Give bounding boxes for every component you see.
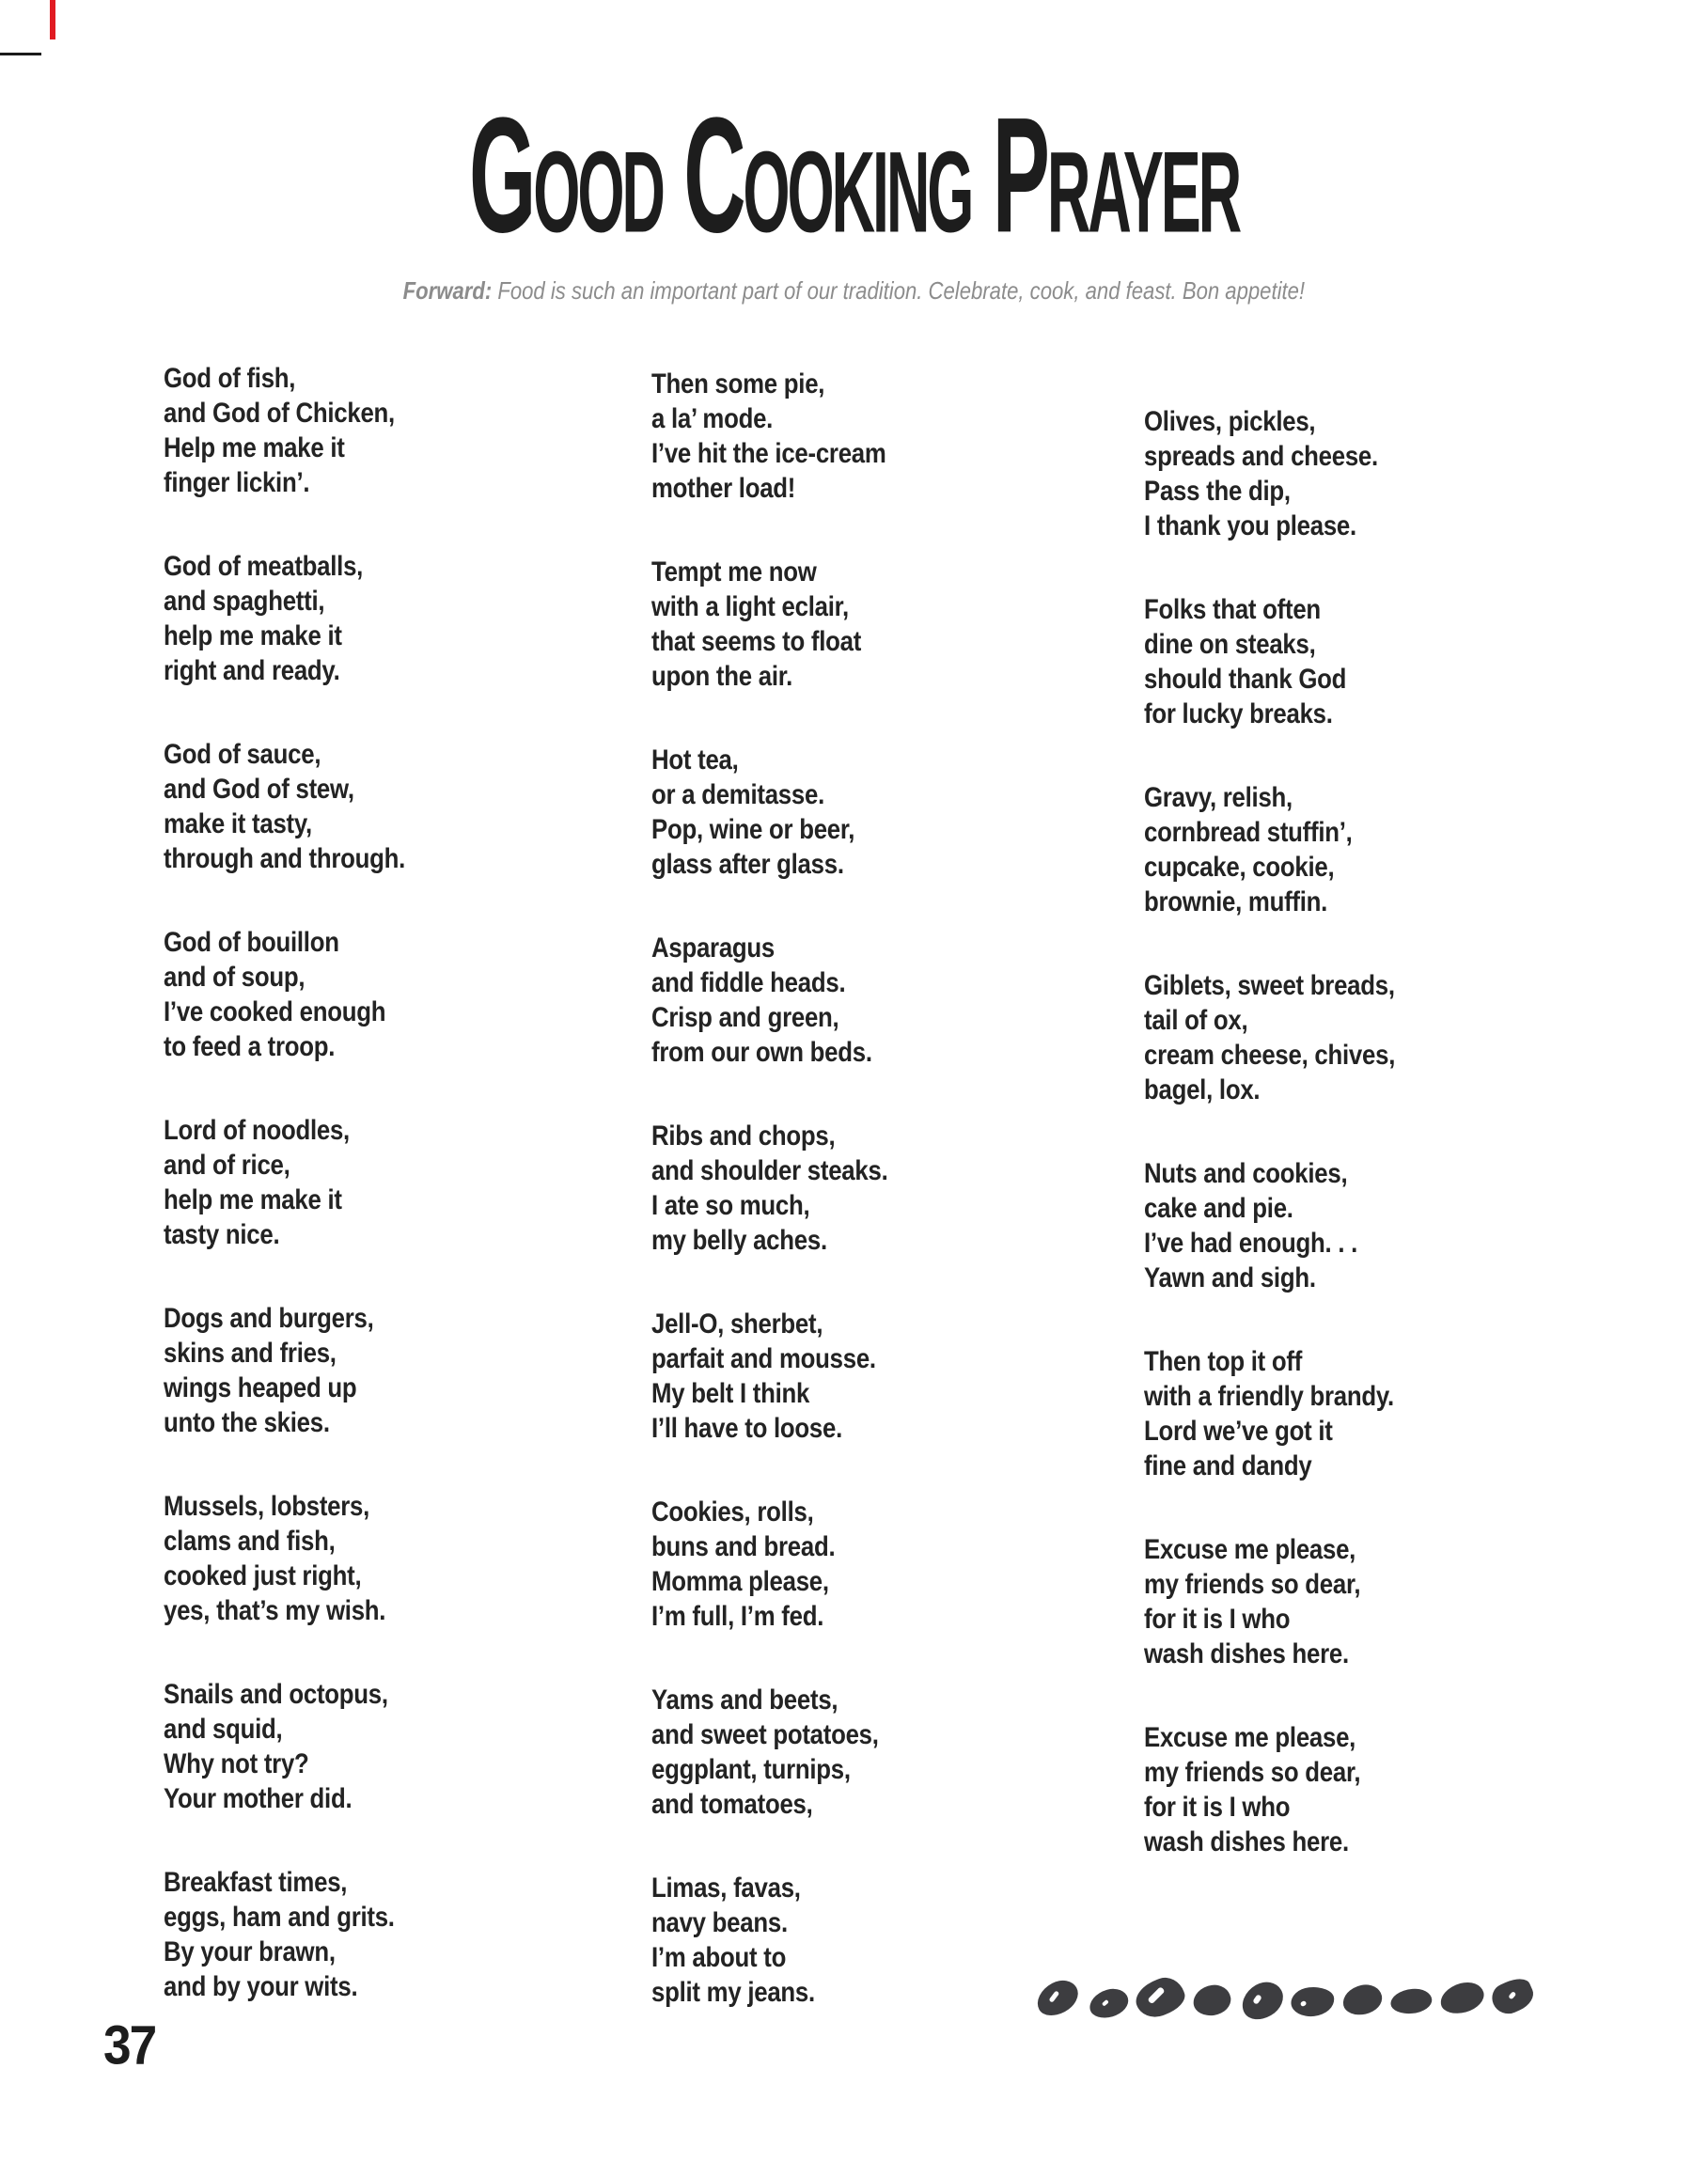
- verse-line: Pass the dip,: [1144, 476, 1291, 507]
- verse-line: for it is I who: [1144, 1604, 1291, 1635]
- verse-line: and God of Chicken,: [164, 398, 395, 429]
- verse-line: eggplant, turnips,: [651, 1754, 851, 1785]
- stanza: [164, 737, 617, 876]
- verse-line: Ribs and chops,: [651, 1120, 836, 1152]
- verse-column-3: [1144, 404, 1597, 1859]
- stanza: [1144, 1156, 1597, 1295]
- verse-line: I’ve cooked enough: [164, 996, 386, 1027]
- verse-line: Lord of noodles,: [164, 1115, 350, 1146]
- bean-icon: [1389, 1987, 1433, 2015]
- verse-line: Momma please,: [651, 1566, 829, 1597]
- verse-line: Your mother did.: [164, 1783, 353, 1814]
- verse-line: Then some pie,: [651, 368, 825, 400]
- stanza: [1144, 780, 1597, 919]
- bean-icon: [1031, 1974, 1084, 2022]
- verse-line: Then top it off: [1144, 1346, 1303, 1377]
- verse-line: Limas, favas,: [651, 1872, 801, 1904]
- verse-line: Dogs and burgers,: [164, 1303, 374, 1334]
- verse-line: with a friendly brandy.: [1144, 1381, 1394, 1412]
- stanza: [164, 1113, 617, 1252]
- verse-line: Why not try?: [164, 1748, 309, 1779]
- verse-line: God of sauce,: [164, 739, 321, 770]
- verse-line: and fiddle heads.: [651, 967, 846, 998]
- verse-line: Breakfast times,: [164, 1867, 348, 1898]
- verse-line: cornbread stuffin’,: [1144, 817, 1353, 848]
- verse-line: mother load!: [651, 473, 796, 504]
- verse-line: and tomatoes,: [651, 1789, 813, 1820]
- verse-line: for lucky breaks.: [1144, 698, 1333, 729]
- verse-line: finger lickin’.: [164, 467, 310, 498]
- verse-line: Folks that often: [1144, 594, 1321, 625]
- verse-line: Pop, wine or beer,: [651, 814, 855, 845]
- verse-line: By your brawn,: [164, 1936, 336, 1967]
- verse-line: God of bouillon: [164, 927, 339, 958]
- stanza: [1144, 1532, 1597, 1671]
- verse-line: Yawn and sigh.: [1144, 1262, 1316, 1293]
- bean-icon: [1191, 1982, 1232, 2017]
- verse-line: Snails and octopus,: [164, 1679, 388, 1710]
- verse-line: Excuse me please,: [1144, 1722, 1356, 1753]
- verse-line: I’m about to: [651, 1942, 787, 1973]
- stanza: [651, 1119, 1105, 1258]
- verse-line: and by your wits.: [164, 1971, 358, 2002]
- page-number: 37: [103, 2013, 156, 2076]
- foreword: [403, 276, 1305, 305]
- stanza: [164, 1865, 617, 2004]
- verse-line: should thank God: [1144, 664, 1347, 695]
- stanza: [1144, 968, 1597, 1107]
- verse-column-1: [164, 361, 617, 2004]
- stanza: [651, 1495, 1105, 1634]
- verse-line: cream cheese, chives,: [1144, 1040, 1396, 1071]
- verse-line: I thank you please.: [1144, 510, 1356, 541]
- bean-icon: [1340, 1981, 1386, 2017]
- bean-icon: [1131, 1972, 1189, 2022]
- verse-line: cupcake, cookie,: [1144, 852, 1335, 883]
- stanza: [164, 549, 617, 688]
- verse-line: and spaghetti,: [164, 586, 325, 617]
- verse-line: clams and fish,: [164, 1526, 336, 1557]
- foreword-wrap: [0, 276, 1708, 305]
- verse-line: Gravy, relish,: [1144, 782, 1293, 813]
- verse-line: I’ve hit the ice-cream: [651, 438, 886, 469]
- stanza: [164, 361, 617, 500]
- verse-line: Crisp and green,: [651, 1002, 839, 1033]
- verse-line: from our own beds.: [651, 1037, 872, 1068]
- verse-line: my belly aches.: [651, 1225, 827, 1256]
- verse-line: fine and dandy: [1144, 1450, 1312, 1481]
- verse-line: navy beans.: [651, 1907, 788, 1938]
- verse-line: Nuts and cookies,: [1144, 1158, 1348, 1189]
- verse-line: I ate so much,: [651, 1190, 810, 1221]
- verse-line: with a light eclair,: [651, 591, 849, 622]
- verse-line: my friends so dear,: [1144, 1757, 1361, 1788]
- verse-line: Jell-O, sherbet,: [651, 1308, 823, 1340]
- verse-line: or a demitasse.: [651, 779, 824, 810]
- verse-line: My belt I think: [651, 1378, 810, 1409]
- stanza: [1144, 1344, 1597, 1483]
- stanza: [1144, 404, 1597, 543]
- verse-line: and of soup,: [164, 962, 306, 993]
- verse-line: through and through.: [164, 843, 406, 874]
- stanza: [651, 743, 1105, 882]
- verse-line: cooked just right,: [164, 1560, 362, 1591]
- bean-icon: [1290, 1984, 1336, 2018]
- verse-line: I’ve had enough. . .: [1144, 1228, 1358, 1259]
- verse-line: unto the skies.: [164, 1407, 330, 1438]
- verse-line: wash dishes here.: [1144, 1638, 1349, 1669]
- stanza: [651, 555, 1105, 694]
- verse-line: right and ready.: [164, 655, 340, 686]
- verse-line: and squid,: [164, 1714, 283, 1745]
- verse-line: bagel, lox.: [1144, 1074, 1261, 1105]
- verse-line: Mussels, lobsters,: [164, 1491, 370, 1522]
- verse-line: tasty nice.: [164, 1219, 280, 1250]
- verse-line: make it tasty,: [164, 808, 312, 839]
- verse-line: wash dishes here.: [1144, 1826, 1349, 1857]
- verse-line: help me make it: [164, 620, 342, 651]
- verse-line: God of meatballs,: [164, 551, 364, 582]
- verse-line: brownie, muffin.: [1144, 886, 1328, 917]
- bean-icon: [1086, 1984, 1131, 2021]
- verse-line: a la’ mode.: [651, 403, 774, 434]
- verse-line: Hot tea,: [651, 744, 739, 776]
- verse-line: eggs, ham and grits.: [164, 1902, 395, 1933]
- verse-line: Lord we’ve got it: [1144, 1416, 1333, 1447]
- crop-mark-vertical-icon: [50, 0, 55, 39]
- stanza: [164, 1489, 617, 1628]
- crop-mark-horizontal-icon: [0, 53, 41, 55]
- verse-line: Tempt me now: [651, 556, 817, 588]
- stanza: [651, 1307, 1105, 1446]
- verse-line: my friends so dear,: [1144, 1569, 1361, 1600]
- verse-line: spreads and cheese.: [1144, 441, 1378, 472]
- foreword-label: Forward:: [402, 276, 493, 305]
- verse-line: help me make it: [164, 1184, 342, 1215]
- verse-line: cake and pie.: [1144, 1193, 1293, 1224]
- stanza: [164, 1677, 617, 1816]
- page-title: Good Cooking Prayer: [468, 84, 1240, 268]
- verse-line: glass after glass.: [651, 849, 844, 880]
- stanza: [651, 1683, 1105, 1822]
- page-title-wrap: [0, 84, 1708, 268]
- verse-line: and shoulder steaks.: [651, 1155, 888, 1186]
- verse-line: and God of stew,: [164, 774, 354, 805]
- verse-line: yes, that’s my wish.: [164, 1595, 386, 1626]
- verse-line: skins and fries,: [164, 1338, 337, 1369]
- stanza: [1144, 592, 1597, 731]
- stanza: [164, 1301, 617, 1440]
- verse-line: Yams and beets,: [651, 1684, 838, 1716]
- verse-line: Olives, pickles,: [1144, 406, 1316, 437]
- verse-line: I’ll have to loose.: [651, 1413, 842, 1444]
- stanza: [1144, 1720, 1597, 1859]
- verse-line: for it is I who: [1144, 1792, 1291, 1823]
- verse-line: Asparagus: [651, 932, 776, 964]
- verse-line: parfait and mousse.: [651, 1343, 876, 1374]
- verse-line: dine on steaks,: [1144, 629, 1316, 660]
- verse-line: upon the air.: [651, 661, 793, 692]
- verse-line: buns and bread.: [651, 1531, 836, 1562]
- verse-line: and of rice,: [164, 1150, 290, 1181]
- verse-line: God of fish,: [164, 363, 296, 394]
- verse-line: split my jeans.: [651, 1977, 815, 2008]
- verse-line: tail of ox,: [1144, 1005, 1248, 1036]
- verse-line: I’m full, I’m fed.: [651, 1601, 824, 1632]
- stanza: [651, 931, 1105, 1070]
- stanza: [164, 925, 617, 1064]
- verse-column-2: [651, 367, 1105, 2010]
- verse-line: wings heaped up: [164, 1372, 357, 1403]
- bean-icon: [1437, 1978, 1487, 2017]
- verse-line: Giblets, sweet breads,: [1144, 970, 1395, 1001]
- verse-line: to feed a troop.: [164, 1031, 336, 1062]
- verse-line: and sweet potatoes,: [651, 1719, 879, 1750]
- bean-icon: [1235, 1975, 1290, 2026]
- verse-line: that seems to float: [651, 626, 862, 657]
- foreword-text: Food is such an important part of our tradition. Celebrate, cook, and feast. Bon appetite!: [497, 276, 1306, 305]
- bean-icon: [1487, 1973, 1538, 2018]
- bean-row: [1036, 1980, 1534, 2015]
- verse-line: Cookies, rolls,: [651, 1496, 814, 1528]
- verse-line: Help me make it: [164, 432, 345, 463]
- stanza: [651, 367, 1105, 506]
- verse-line: Excuse me please,: [1144, 1534, 1356, 1565]
